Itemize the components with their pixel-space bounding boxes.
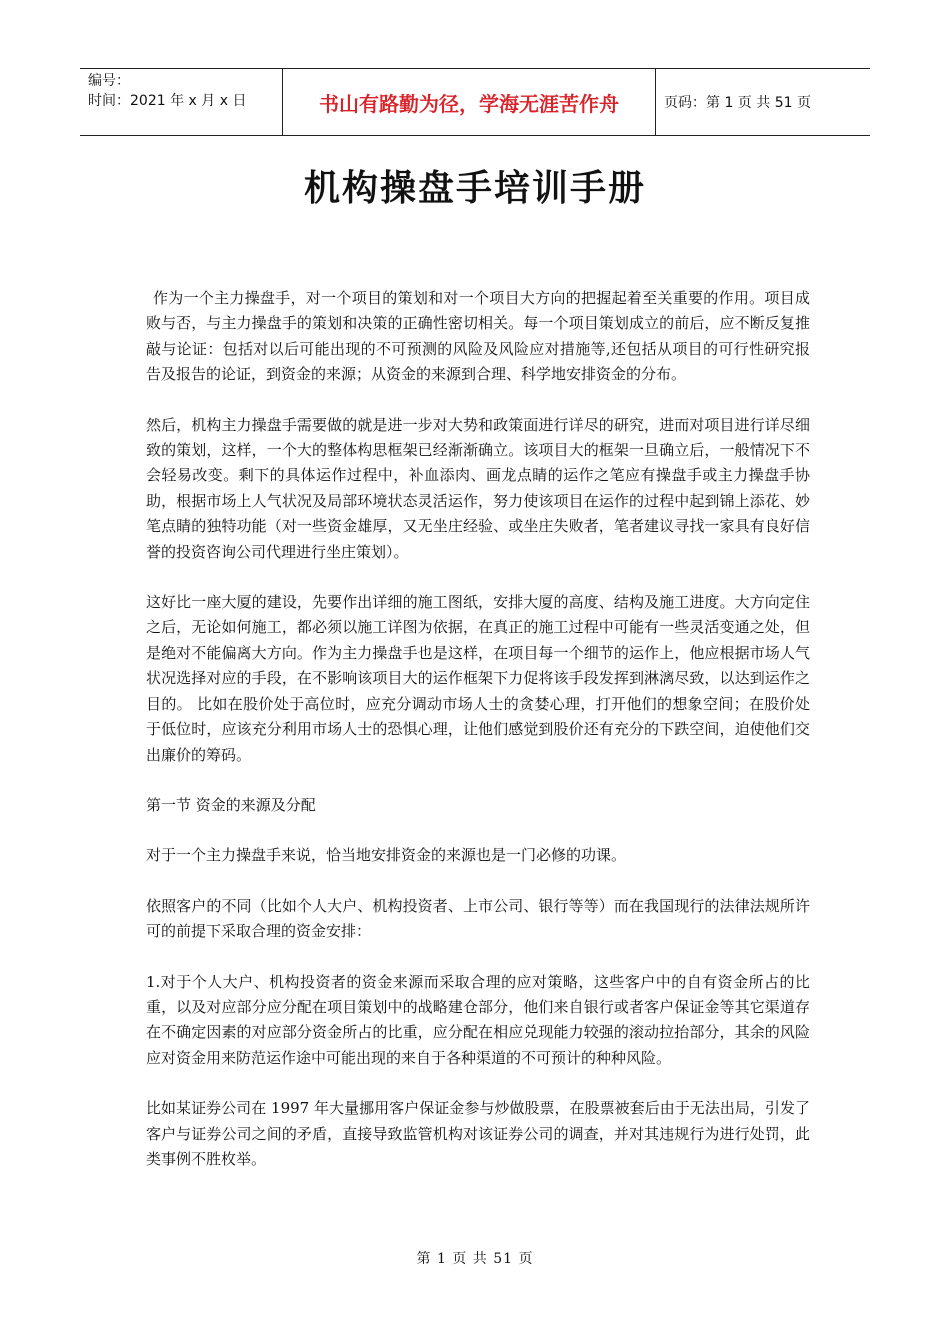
header-motto: 书山有路勤为径，学海无涯苦作舟 bbox=[282, 69, 656, 135]
header-page-info: 页码：第 1 页 共 51 页 bbox=[664, 95, 811, 111]
header-meta bbox=[80, 69, 282, 135]
section-heading: 第一节 资金的来源及分配 bbox=[146, 795, 316, 814]
paragraph: 对于一个主力操盘手来说，恰当地安排资金的来源也是一门必修的功课。 bbox=[146, 846, 627, 865]
document-body bbox=[146, 286, 810, 1197]
paragraph: 比如某证券公司在 1997 年大量挪用客户保证金参与炒做股票，在股票被套后由于无法出局，引发了客户与证券公司之间的矛盾，直接导致监管机构对该证券公司的调查，并对其违规行为进行处罚，此类事例不胜枚举。 bbox=[146, 1099, 810, 1168]
page-header bbox=[80, 68, 870, 136]
document-title: 机构操盘手培训手册 bbox=[303, 168, 646, 209]
paragraph: 然后，机构主力操盘手需要做的就是进一步对大势和政策面进行详尽的研究，进而对项目进行详尽细致的策划，这样，一个大的整体构思框架已经渐渐确立。该项目大的框架一旦确立后，一般情况下不会轻易改变。剩下的具体运作过程中，补血添肉、画龙点睛的运作之笔应有操盘手或主力操盘手协助，根据市场上人气状况及局部环境状态灵活运作，努力使该项目在运作的过程中起到锦上添花、妙笔点睛的独特功能（对一些资金雄厚，又无坐庄经验、或坐庄失败者，笔者建议寻找一家具有良好信誉的投资咨询公司代理进行坐庄策划）。 bbox=[146, 415, 810, 561]
page-footer: 第 1 页 共 51 页 bbox=[416, 1251, 534, 1267]
paragraph: 这好比一座大厦的建设，先要作出详细的施工图纸，安排大厦的高度、结构及施工进度。大方向定住之后，无论如何施工，都必须以施工详图为依据，在真正的施工过程中可能有一些灵活变通之处，但是绝对不能偏离大方向。作为主力操盘手也是这样，在项目每一个细节的运作上，他应根据市场人气状况选择对应的手段，在不影响该项目大的运作框架下力促将该手段发挥到淋漓尽致，以达到运作之目的。 比如在股价处于高位时，应充分调动市场人士的贪婪心理，打开他们的想象空间；在股价处于低位时，应该充分利用市场人士的恐惧心理，让他们感觉到股价还有充分的下跌空间，迫使他们交出廉价的筹码。 bbox=[146, 593, 810, 764]
serial-label: 编号： bbox=[88, 73, 130, 89]
paragraph: 1.对于个人大户、机构投资者的资金来源而采取合理的应对策略，这些客户中的自有资金所占的比重，以及对应部分应分配在项目策划中的战略建仓部分，他们来自银行或者客户保证金等其它渠道存在不确定因素的对应部分资金所占的比重，应分配在相应兑现能力较强的滚动拉抬部分，其余的风险应对资金用来防范运作途中可能出现的来自于各种渠道的不可预计的种种风险。 bbox=[146, 972, 810, 1067]
paragraph: 作为一个主力操盘手，对一个项目的策划和对一个项目大方向的把握起着至关重要的作用。项目成败与否，与主力操盘手的策划和决策的正确性密切相关。每一个项目策划成立的前后，应不断反复推敲与论证：包括对以后可能出现的不可预测的风险及风险应对措施等,还包括从项目的可行性研究报告及报告的论证，到资金的来源；从资金的来源到合理、科学地安排资金的分布。 bbox=[146, 289, 810, 384]
time-label: 时间：2021 年 x 月 x 日 bbox=[88, 93, 247, 109]
paragraph: 依照客户的不同（比如个人大户、机构投资者、上市公司、银行等等）而在我国现行的法律法规所许可的前提下采取合理的资金安排： bbox=[146, 896, 810, 941]
